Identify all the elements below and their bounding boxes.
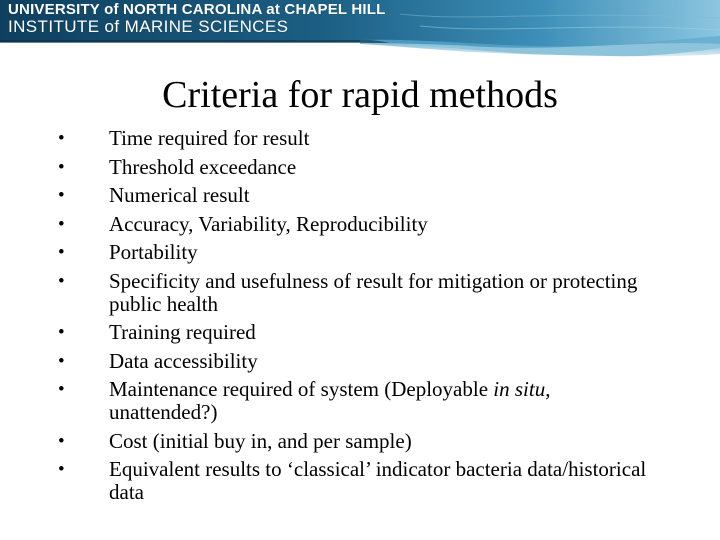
- bullet-dot: •: [58, 242, 65, 263]
- bullet-item: [0, 430, 720, 453]
- italic-term: in situ: [493, 377, 546, 401]
- bullet-item: [0, 270, 720, 316]
- bullet-dot: •: [58, 430, 65, 452]
- bullet-text: Time required for result: [109, 126, 310, 150]
- bullet-dot: •: [58, 459, 65, 480]
- bullet-dot: •: [58, 156, 65, 178]
- bullet-item: [0, 241, 720, 264]
- bullet-text: Data accessibility: [109, 348, 258, 373]
- bullet-item: [0, 458, 720, 504]
- university-name: UNIVERSITY of NORTH CAROLINA at CHAPEL HILL: [8, 1, 386, 18]
- bullet-dot: •: [58, 322, 65, 343]
- bullet-item: [0, 321, 720, 344]
- bullet-text: Specificity and usefulness of result for mitigation or protecting public health: [109, 268, 638, 316]
- institute-name: INSTITUTE of MARINE SCIENCES: [8, 17, 289, 36]
- bullet-text: Maintenance required of system (Deployable in situ, unattended?): [109, 377, 551, 424]
- bullet-dot: •: [58, 270, 65, 292]
- bullet-list: [0, 127, 720, 510]
- bullet-dot: •: [58, 185, 65, 206]
- bullet-item: [0, 213, 720, 236]
- bullet-dot: •: [58, 213, 65, 235]
- bullet-item: [0, 156, 720, 179]
- bullet-text: Accuracy, Variability, Reproducibility: [109, 211, 428, 236]
- bullet-text: Cost (initial buy in, and per sample): [109, 428, 412, 453]
- bullet-dot: •: [58, 350, 65, 372]
- bullet-dot: •: [58, 379, 65, 400]
- bullet-text: Threshold exceedance: [109, 154, 297, 179]
- slide-title-text: Criteria for rapid methods: [162, 74, 558, 116]
- bullet-item: [0, 350, 720, 373]
- slide-title: [0, 73, 720, 117]
- bullet-text: Numerical result: [109, 183, 250, 207]
- bullet-text: Portability: [109, 240, 198, 264]
- header-banner: [0, 0, 720, 60]
- bullet-item: [0, 378, 720, 424]
- bullet-item: [0, 184, 720, 207]
- bullet-text: Equivalent results to ‘classical’ indicator bacteria data/historical data: [109, 457, 647, 504]
- bullet-item: [0, 127, 720, 150]
- bullet-text: Training required: [109, 320, 256, 344]
- bullet-dot: •: [58, 128, 65, 149]
